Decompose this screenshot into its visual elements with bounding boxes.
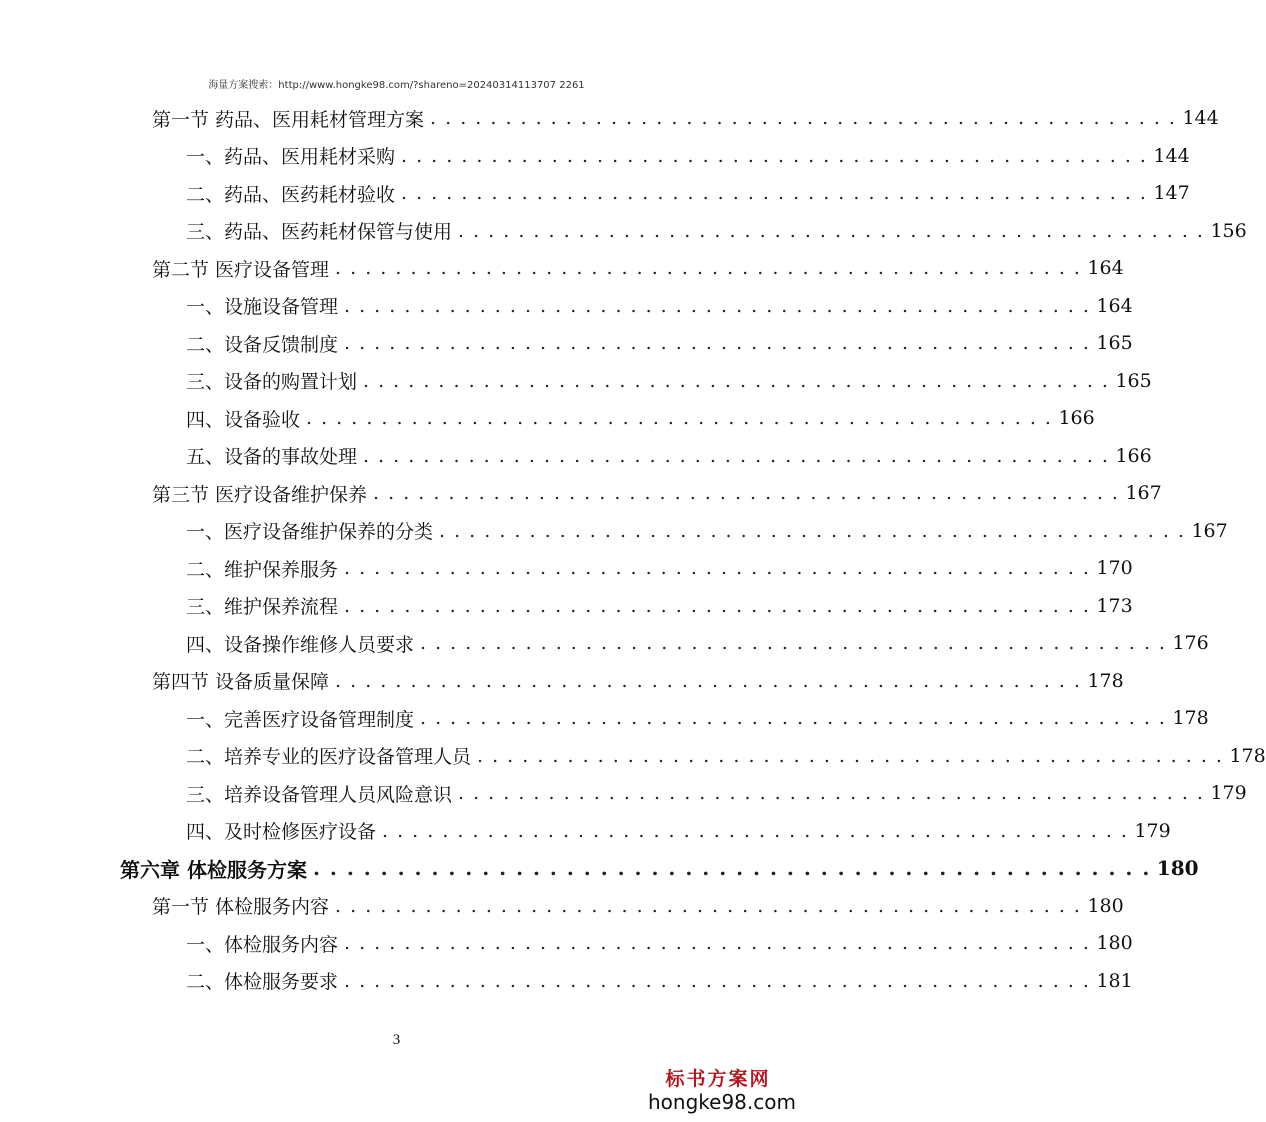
site-logo[interactable] — [648, 1068, 796, 1114]
toc-entry-title: 三、药品、医药耗材保管与使用 — [186, 221, 453, 243]
toc-entry-page: 164 — [1087, 257, 1124, 279]
toc-entry[interactable] — [186, 925, 1133, 961]
toc-entry-page: 170 — [1096, 557, 1133, 579]
toc-entry[interactable] — [186, 513, 1228, 549]
toc-entry-page: 166 — [1115, 444, 1152, 467]
toc-entry-page: 173 — [1096, 594, 1133, 617]
toc-dot-leader: . . . . . . . . . . . . . . . . . . . . . . . . . . . . . . . . . . . . . . . . . . . . . . . . . . — [401, 144, 1148, 167]
toc-entry-title: 三、设备的购置计划 — [186, 371, 358, 393]
toc-entry-title: 二、维护保养服务 — [186, 558, 339, 581]
toc-dot-leader: . . . . . . . . . . . . . . . . . . . . . . . . . . . . . . . . . . . . . . . . . . . . . . . . . . — [373, 482, 1120, 504]
toc-entry[interactable] — [120, 850, 1199, 886]
toc-dot-leader: . . . . . . . . . . . . . . . . . . . . . . . . . . . . . . . . . . . . . . . . . . . . . . . . . . — [335, 257, 1082, 279]
toc-entry-page: 167 — [1191, 519, 1228, 542]
toc-dot-leader: . . . . . . . . . . . . . . . . . . . . . . . . . . . . . . . . . . . . . . . . . . . . . . . . . . — [344, 594, 1091, 617]
toc-entry-page: 166 — [1058, 407, 1095, 429]
toc-dot-leader: . . . . . . . . . . . . . . . . . . . . . . . . . . . . . . . . . . . . . . . . . . . . . . . . . . — [344, 557, 1091, 579]
toc-entry[interactable] — [186, 175, 1190, 211]
page-header-url: 海量方案搜索：http://www.hongke98.com/?shareno=20240314113707 2261 — [208, 80, 585, 91]
toc-dot-leader: . . . . . . . . . . . . . . . . . . . . . . . . . . . . . . . . . . . . . . . . . . . . . . . . . . — [335, 894, 1082, 917]
toc-entry-page: 167 — [1125, 482, 1162, 504]
logo-chinese-text: 标书方案网 — [665, 1068, 771, 1090]
toc-entry-page: 179 — [1210, 782, 1247, 804]
page-number: 3 — [392, 1032, 401, 1048]
toc-entry-title: 一、医疗设备维护保养的分类 — [186, 521, 434, 543]
toc-entry[interactable] — [152, 100, 1219, 136]
toc-dot-leader: . . . . . . . . . . . . . . . . . . . . . . . . . . . . . . . . . . . . . . . . . . . . . . . . . . — [382, 819, 1129, 842]
toc-dot-leader: . . . . . . . . . . . . . . . . . . . . . . . . . . . . . . . . . . . . . . . . . . . . . . . . . . — [363, 444, 1110, 467]
toc-entry-page: 147 — [1153, 182, 1190, 204]
toc-entry[interactable] — [186, 625, 1209, 661]
toc-entry-page: 156 — [1210, 219, 1247, 242]
toc-entry[interactable] — [152, 475, 1162, 511]
toc-entry[interactable] — [152, 663, 1124, 699]
toc-dot-leader: . . . . . . . . . . . . . . . . . . . . . . . . . . . . . . . . . . . . . . . . . . . . . . . . . . — [312, 856, 1151, 880]
toc-dot-leader: . . . . . . . . . . . . . . . . . . . . . . . . . . . . . . . . . . . . . . . . . . . . . . . . . . — [420, 632, 1167, 654]
toc-entry-title: 一、药品、医用耗材采购 — [186, 146, 396, 168]
toc-entry-page: 144 — [1153, 144, 1190, 167]
toc-entry-title: 一、完善医疗设备管理制度 — [186, 708, 415, 731]
toc-dot-leader: . . . . . . . . . . . . . . . . . . . . . . . . . . . . . . . . . . . . . . . . . . . . . . . . . . — [420, 707, 1167, 729]
toc-entry-page: 180 — [1096, 932, 1133, 954]
toc-entry[interactable] — [186, 438, 1152, 474]
toc-dot-leader: . . . . . . . . . . . . . . . . . . . . . . . . . . . . . . . . . . . . . . . . . . . . . . . . . . — [344, 332, 1091, 354]
toc-entry[interactable] — [186, 550, 1133, 586]
toc-entry[interactable] — [186, 363, 1152, 399]
toc-entry-title: 三、培养设备管理人员风险意识 — [186, 783, 453, 806]
toc-entry-title: 第一节 体检服务内容 — [152, 896, 330, 918]
toc-entry[interactable] — [186, 813, 1171, 849]
toc-entry[interactable] — [186, 213, 1247, 249]
toc-entry-page: 181 — [1096, 969, 1133, 992]
toc-entry-title: 第六章 体检服务方案 — [120, 857, 307, 882]
toc-entry[interactable] — [186, 700, 1209, 736]
toc-dot-leader: . . . . . . . . . . . . . . . . . . . . . . . . . . . . . . . . . . . . . . . . . . . . . . . . . . — [306, 407, 1053, 429]
toc-entry-page: 164 — [1096, 294, 1133, 317]
toc-entry-page: 144 — [1182, 107, 1219, 129]
toc-entry-page: 165 — [1115, 369, 1152, 392]
toc-entry-page: 180 — [1087, 894, 1124, 917]
toc-entry[interactable] — [186, 325, 1133, 361]
toc-dot-leader: . . . . . . . . . . . . . . . . . . . . . . . . . . . . . . . . . . . . . . . . . . . . . . . . . . — [477, 744, 1224, 767]
toc-dot-leader: . . . . . . . . . . . . . . . . . . . . . . . . . . . . . . . . . . . . . . . . . . . . . . . . . . — [430, 107, 1177, 129]
toc-entry-title: 一、体检服务内容 — [186, 933, 339, 956]
toc-entry[interactable] — [186, 588, 1133, 624]
toc-entry-page: 178 — [1172, 707, 1209, 729]
toc-entry-page: 178 — [1229, 744, 1266, 767]
toc-entry[interactable] — [186, 138, 1190, 174]
toc-entry-title: 二、设备反馈制度 — [186, 333, 339, 356]
toc-entry-title: 二、药品、医药耗材验收 — [186, 183, 396, 206]
toc-entry[interactable] — [186, 288, 1133, 324]
toc-entry[interactable] — [186, 400, 1095, 436]
toc-dot-leader: . . . . . . . . . . . . . . . . . . . . . . . . . . . . . . . . . . . . . . . . . . . . . . . . . . — [344, 969, 1091, 992]
toc-entry[interactable] — [186, 775, 1247, 811]
logo-domain-text: hongke98.com — [648, 1090, 796, 1114]
toc-entry-title: 三、维护保养流程 — [186, 596, 339, 618]
toc-entry-title: 第二节 医疗设备管理 — [152, 258, 330, 281]
toc-entry-title: 一、设施设备管理 — [186, 296, 339, 318]
toc-entry-title: 第四节 设备质量保障 — [152, 671, 330, 693]
toc-entry-page: 165 — [1096, 332, 1133, 354]
toc-entry-page: 180 — [1156, 856, 1199, 880]
toc-dot-leader: . . . . . . . . . . . . . . . . . . . . . . . . . . . . . . . . . . . . . . . . . . . . . . . . . . — [458, 782, 1205, 804]
toc-entry[interactable] — [152, 888, 1124, 924]
toc-entry-title: 四、设备验收 — [186, 408, 301, 431]
toc-entry[interactable] — [152, 250, 1124, 286]
toc-entry-title: 第三节 医疗设备维护保养 — [152, 483, 368, 506]
toc-entry-page: 178 — [1087, 669, 1124, 692]
toc-entry[interactable] — [186, 738, 1266, 774]
toc-entry-title: 四、设备操作维修人员要求 — [186, 633, 415, 656]
toc-dot-leader: . . . . . . . . . . . . . . . . . . . . . . . . . . . . . . . . . . . . . . . . . . . . . . . . . . — [401, 182, 1148, 204]
toc-dot-leader: . . . . . . . . . . . . . . . . . . . . . . . . . . . . . . . . . . . . . . . . . . . . . . . . . . — [335, 669, 1082, 692]
toc-entry-title: 四、及时检修医疗设备 — [186, 821, 377, 843]
toc-entry-page: 179 — [1134, 819, 1171, 842]
toc-entry-page: 176 — [1172, 632, 1209, 654]
toc-dot-leader: . . . . . . . . . . . . . . . . . . . . . . . . . . . . . . . . . . . . . . . . . . . . . . . . . . — [344, 294, 1091, 317]
toc-dot-leader: . . . . . . . . . . . . . . . . . . . . . . . . . . . . . . . . . . . . . . . . . . . . . . . . . . — [344, 932, 1091, 954]
toc-entry-title: 第一节 药品、医用耗材管理方案 — [152, 108, 425, 131]
toc-dot-leader: . . . . . . . . . . . . . . . . . . . . . . . . . . . . . . . . . . . . . . . . . . . . . . . . . . — [363, 369, 1110, 392]
toc-entry[interactable] — [186, 963, 1133, 999]
toc-entry-title: 二、培养专业的医疗设备管理人员 — [186, 746, 472, 768]
toc-entry-title: 二、体检服务要求 — [186, 971, 339, 993]
toc-entry-title: 五、设备的事故处理 — [186, 446, 358, 468]
toc-dot-leader: . . . . . . . . . . . . . . . . . . . . . . . . . . . . . . . . . . . . . . . . . . . . . . . . . . — [458, 219, 1205, 242]
toc-dot-leader: . . . . . . . . . . . . . . . . . . . . . . . . . . . . . . . . . . . . . . . . . . . . . . . . . . — [439, 519, 1186, 542]
